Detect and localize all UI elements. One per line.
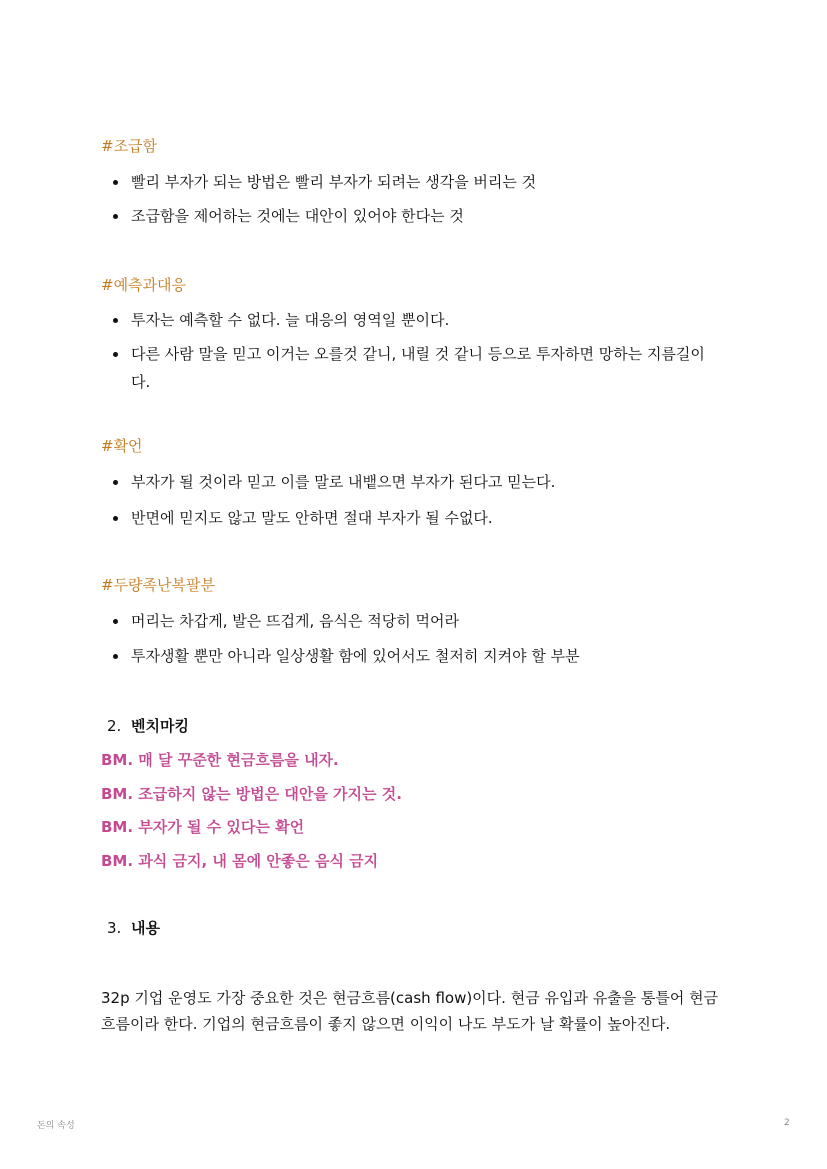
bm-item: BM. 부자가 될 수 있다는 확언 xyxy=(101,818,305,836)
section-heading-impatience: #조급함 xyxy=(101,137,158,155)
page-number: 2 xyxy=(784,1118,790,1128)
list-item-text: 머리는 차갑게, 발은 뜨겁게, 음식은 적당히 먹어라 xyxy=(131,612,459,630)
section-heading-affirmation: #확언 xyxy=(101,437,143,455)
content-heading xyxy=(107,918,160,938)
list-item-text: 다른 사람 말을 믿고 이거는 오를것 같니, 내릴 것 같니 등으로 투자하면 망하는 지름길이다. xyxy=(131,345,705,391)
footer-title: 돈의 속성 xyxy=(37,1121,75,1131)
list-item-text: 조급함을 제어하는 것에는 대안이 있어야 한다는 것 xyxy=(131,207,464,225)
bullet-icon xyxy=(113,180,118,185)
bm-item: BM. 과식 금지, 내 몸에 안좋은 음식 금지 xyxy=(101,852,379,870)
bullet-icon xyxy=(113,480,118,485)
list-item xyxy=(113,504,723,532)
list-item xyxy=(113,607,723,635)
section-heading-moderation: #두량족난복팔분 xyxy=(101,576,215,594)
section-number: 2. xyxy=(107,717,122,735)
list-item-text: 반면에 믿지도 않고 말도 안하면 절대 부자가 될 수없다. xyxy=(131,509,493,527)
section-heading-prediction: #예측과대응 xyxy=(101,276,187,294)
bullet-icon xyxy=(113,214,118,219)
bullet-icon xyxy=(113,516,118,521)
list-item-text: 투자는 예측할 수 없다. 늘 대응의 영역일 뿐이다. xyxy=(131,311,450,329)
bullet-icon xyxy=(113,654,118,659)
list-item xyxy=(113,468,723,496)
section-title: 내용 xyxy=(131,919,160,937)
bullet-icon xyxy=(113,619,118,624)
list-item-text: 투자생활 뿐만 아니라 일상생활 함에 있어서도 철저히 지켜야 할 부분 xyxy=(131,647,580,665)
list-item xyxy=(113,202,723,230)
list-item-text: 빨리 부자가 되는 방법은 빨리 부자가 되려는 생각을 버리는 것 xyxy=(131,173,537,191)
list-item xyxy=(113,340,723,396)
section-number: 3. xyxy=(107,919,122,937)
list-item xyxy=(113,306,723,334)
benchmarking-heading xyxy=(107,716,189,736)
section-title: 벤치마킹 xyxy=(131,717,189,735)
bullet-icon xyxy=(113,318,118,323)
list-item xyxy=(113,168,723,196)
list-item xyxy=(113,642,723,670)
content-paragraph: 32p 기업 운영도 가장 중요한 것은 현금흐름(cash flow)이다. 현금 유입과 유출을 통틀어 현금흐름이라 한다. 기업의 현금흐름이 좋지 않으면 이익이 나도 부도가 날 확률이 높아진다. xyxy=(101,989,719,1033)
bm-item: BM. 조급하지 않는 방법은 대안을 가지는 것. xyxy=(101,785,402,803)
bm-item: BM. 매 달 꾸준한 현금흐름을 내자. xyxy=(101,751,339,769)
bullet-icon xyxy=(113,352,118,357)
list-item-text: 부자가 될 것이라 믿고 이를 말로 내뱉으면 부자가 된다고 믿는다. xyxy=(131,473,556,491)
